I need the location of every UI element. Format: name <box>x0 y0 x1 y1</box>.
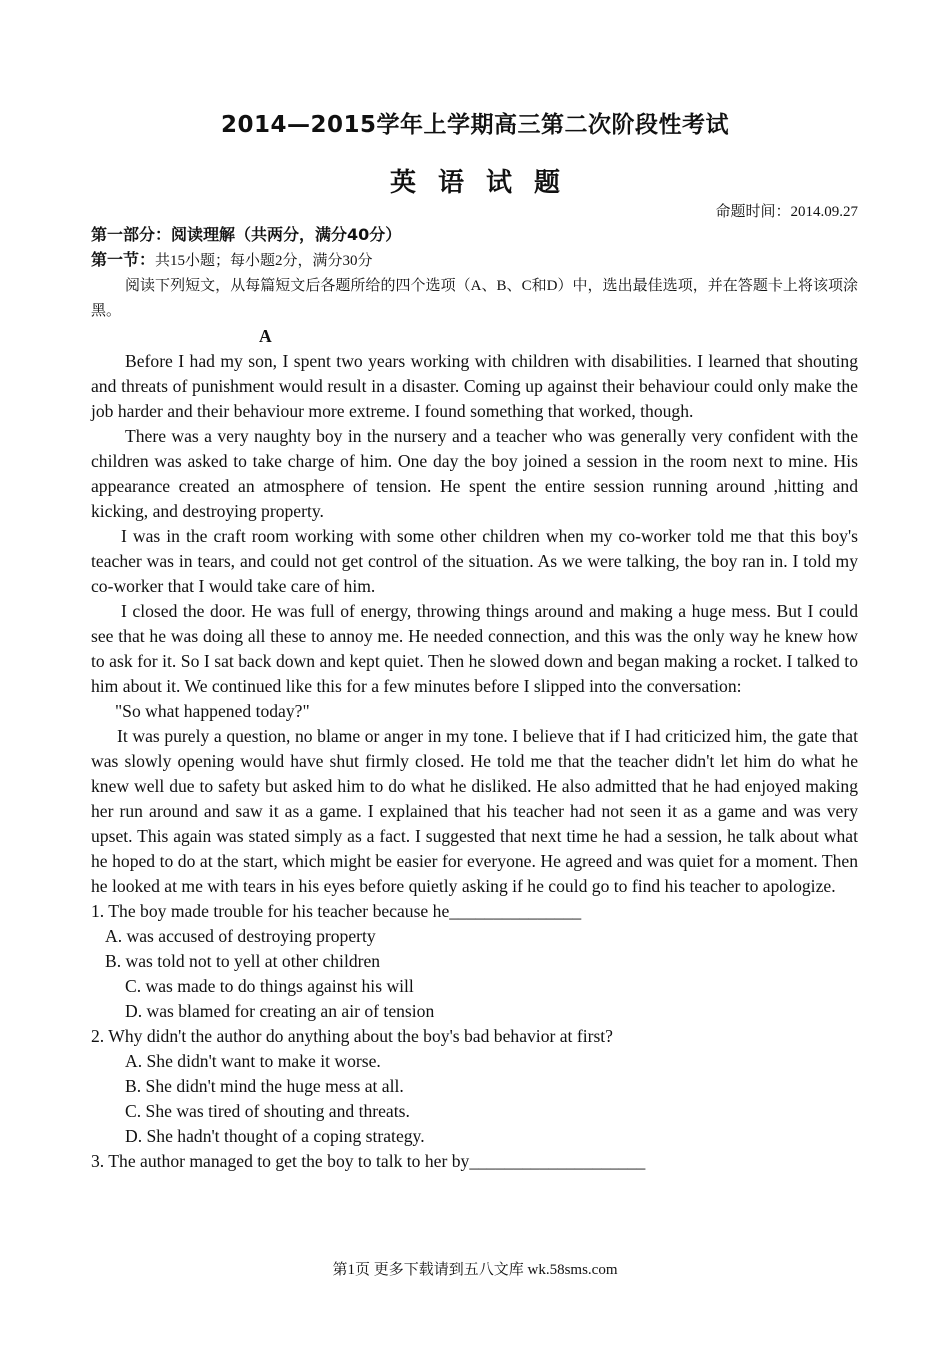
question-option: D. She hadn't thought of a coping strategy. <box>125 1126 425 1146</box>
question-option: B. She didn't mind the huge mess at all. <box>125 1076 404 1096</box>
question-option: D. was blamed for creating an air of tension <box>125 1001 435 1021</box>
passage-paragraph: I closed the door. He was full of energy, throwing things around and making a huge mess. But I could see that he was doing all these to annoy me. He needed connection, and this was the only way he knew how to ask for it. So I sat back down and kept quiet. Then he slowed down and began making a rocket. I talked to him about it. We continued like this for a few minutes before I slipped into the conversation: <box>91 601 858 696</box>
question-stem: 1. The boy made trouble for his teacher because he_______________ <box>91 901 582 921</box>
exam-subtitle: 英语试题 <box>389 168 582 198</box>
passage-letter: A <box>259 326 272 346</box>
question-stem: 2. Why didn't the author do anything about the boy's bad behavior at first? <box>91 1026 613 1046</box>
question-option: C. She was tired of shouting and threats. <box>125 1101 410 1121</box>
question-option: B. was told not to yell at other children <box>105 951 381 971</box>
passage-paragraph: Before I had my son, I spent two years working with children with disabilities. I learned that shouting and threats of punishment would result in a disaster. Coming up against their behaviour could only make the job harder and their behaviour more extreme. I found something that worked, though. <box>91 351 858 421</box>
section-text: 共15小题；每小题2分，满分30分 <box>155 253 373 269</box>
passage-quote: "So what happened today?" <box>115 701 310 721</box>
part-title: 第一部分：阅读理解（共两分，满分40分） <box>91 225 402 244</box>
section-label: 第一节： <box>91 250 156 269</box>
question-option: A. She didn't want to make it worse. <box>125 1051 381 1071</box>
page-footer: 第1页 更多下载请到五八文库 wk.58sms.com <box>332 1262 618 1278</box>
question-stem: 3. The author managed to get the boy to talk to her by____________________ <box>91 1151 646 1171</box>
question-option: A. was accused of destroying property <box>105 926 376 946</box>
section-heading <box>91 247 858 274</box>
exam-date: 命题时间：2014.09.27 <box>715 204 858 220</box>
passage-paragraph: I was in the craft room working with some other children when my co-worker told me that this boy's teacher was in tears, and could not get control of the situation. As we were talking, the boy ran in. I told my co-worker that I would take care of him. <box>91 526 858 596</box>
instructions: 阅读下列短文，从每篇短文后各题所给的四个选项（A、B、C和D）中，选出最佳选项，并在答题卡上将该项涂黑。 <box>91 278 858 319</box>
question-option: C. was made to do things against his will <box>125 976 414 996</box>
exam-content <box>91 222 858 1174</box>
passage-paragraph: There was a very naughty boy in the nursery and a teacher who was generally very confident with the children was asked to take charge of him. One day the boy joined a session in the room next to mine. His appearance created an atmosphere of tension. He spent the entire session running around ,hitting and kicking, and destroying property. <box>91 426 858 521</box>
passage-paragraph: It was purely a question, no blame or anger in my tone. I believe that if I had criticized him, the gate that was slowly opening would have shut firmly closed. He told me that the teacher didn't let him do what he knew well due to safety but asked him to do what he disliked. He also admitted that he had enjoyed making her run around and saw it as a game. I explained that his teacher had not seen it as a game and was very upset. This again was stated simply as a fact. I suggested that next time he had a session, he talk about what he hoped to do at the start, which might be easier for everyone. He agreed and was quiet for a moment. Then he looked at me with tears in his eyes before quietly asking if he could go to find his teacher to apologize. <box>91 726 858 896</box>
exam-title: 2014—2015学年上学期高三第二次阶段性考试 <box>220 112 730 138</box>
